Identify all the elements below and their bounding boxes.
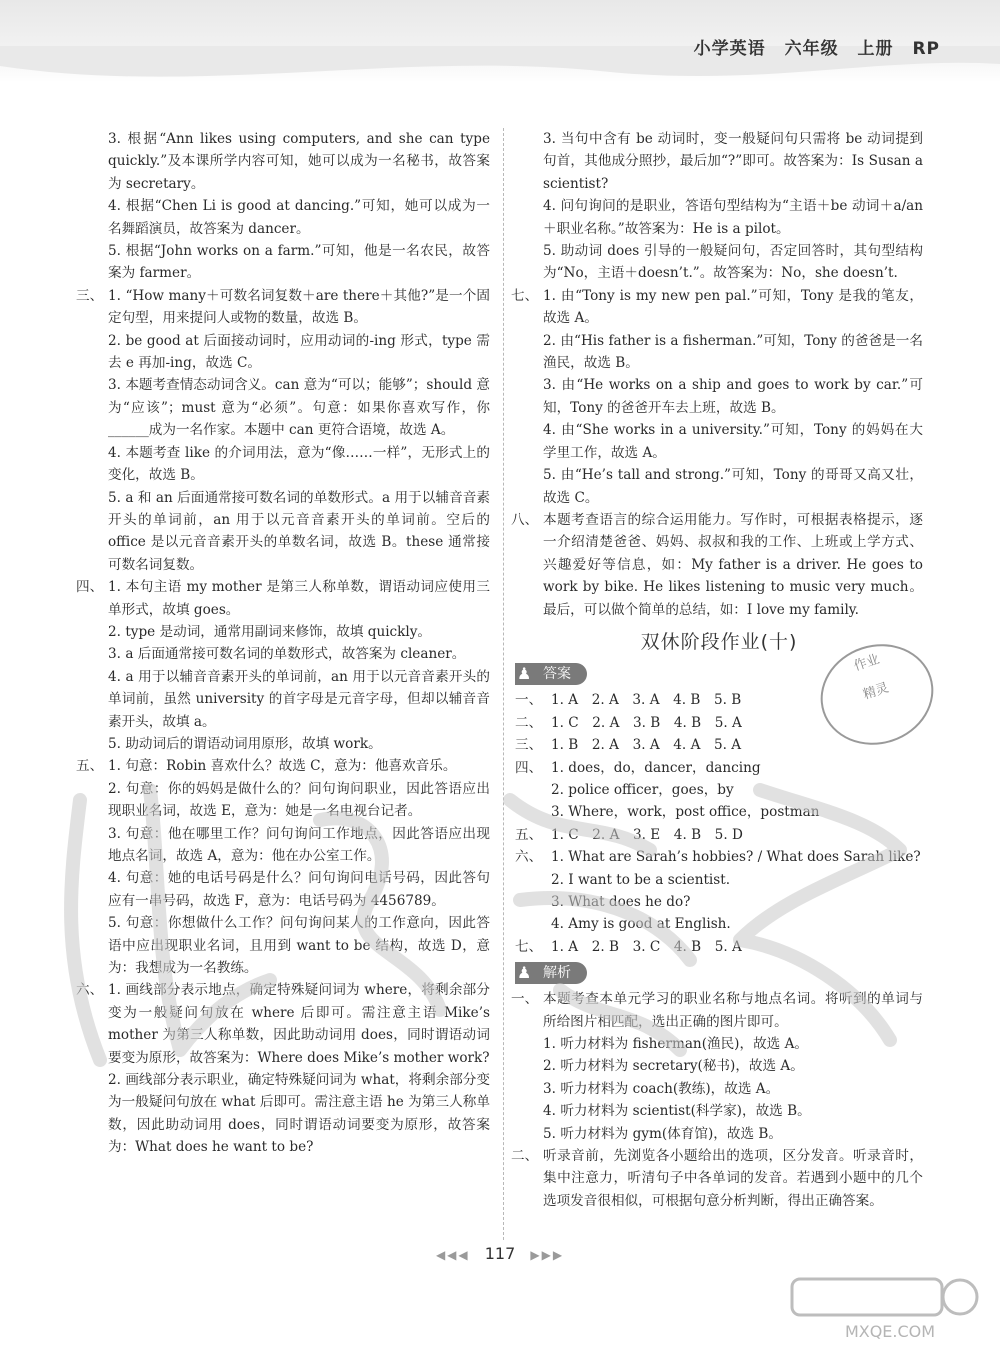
item-text: 助动词 does 引导的一般疑问句，否定回答时，其句型结构为“No，主语＋doesn’t.”。故答案为：No，she doesn’t. [543, 243, 923, 282]
item-text: 由“Tony is my new pen pal.”可知，Tony 是我的笔友，故选 A。 [543, 287, 923, 327]
watermark-logo [790, 1275, 990, 1343]
item-text: a 用于以辅音音素开头的单词前，an 用于以元音音素开头的单词前，虽然 university 的首字母是元音字母，但却以辅音音素开头，故填 a。 [108, 668, 490, 730]
item-number: 2. [543, 1058, 556, 1075]
answer-text: 1. C 2. A 3. B 4. B 5. A [551, 714, 742, 731]
section-mark: 八、 [511, 511, 539, 528]
list-item [80, 733, 490, 755]
item-number: 5. [543, 243, 556, 260]
list-item [80, 195, 490, 240]
list-item [515, 1123, 923, 1145]
answer-row [515, 824, 923, 846]
item-text: 听力材料为 gym(体育馆)，故选 B。 [560, 1125, 782, 1142]
item-text: 句意：他在哪里工作？问句询问工作地点，因此答语应出现地点名词，故选 A，意为：他在办公室工作。 [108, 825, 491, 864]
answer-text: 4. Amy is good at English. [551, 916, 731, 933]
item-text: 本句主语 my mother 是第三人称单数，谓语动词应使用三单形式，故填 goes。 [108, 579, 490, 618]
list-item [515, 1033, 923, 1055]
answer-text: 2. I want to be a scientist. [551, 871, 731, 888]
item-text: 由“He works on a ship and goes to work by car.”可知，Tony 的爸爸开车去上班，故选 B。 [543, 377, 923, 416]
item-number: 1. [108, 579, 121, 596]
entry-body [541, 1055, 923, 1077]
entry-body [106, 912, 490, 979]
item-text: 当句中含有 be 动词时，变一般疑问句只需将 be 动词提到句首，其他成分照抄，最后加“?”即可。故答案为：Is Susan a scientist? [543, 131, 924, 192]
list-item [515, 240, 923, 285]
entry-body [106, 778, 490, 823]
list-item [515, 419, 923, 464]
item-text: “How many＋可数名词复数＋are there＋其他?”是一个固定句型，用来提问人或物的数量，故选 B。 [108, 287, 490, 327]
list-item [515, 128, 923, 195]
item-number: 3. [543, 1080, 556, 1097]
right-column-items [511, 128, 924, 621]
list-item [515, 195, 923, 240]
list-item [80, 823, 490, 868]
list-item [515, 330, 923, 375]
list-item [80, 442, 490, 487]
item-text: 本题考查情态动词含义。can 意为“可以；能够”；should 意为“应该”；must 意为“必须”。句意：如果你喜欢写作，你______成为一名作家。本题中 can 更符合语境，故选 A。 [108, 377, 490, 439]
reading-figure-icon: ♟ [517, 664, 532, 684]
item-text: 听力材料为 coach(教练)，故选 A。 [560, 1080, 780, 1097]
item-text: 句意：你想做什么工作？问句询问某人的工作意向，因此答语中应出现职业名词，且用到 want to be 结构，故选 D，意为：我想成为一名教练。 [108, 915, 491, 977]
entry-body [541, 1078, 923, 1100]
section-mark: 六、 [76, 982, 104, 999]
entry-body [106, 442, 490, 487]
answer-mark: 六、 [515, 849, 543, 866]
list-item [515, 464, 923, 509]
answer-row [515, 779, 923, 801]
list-item [80, 1069, 490, 1159]
answer-row [515, 936, 923, 958]
section-entry [511, 509, 923, 621]
prev-arrows-icon: ◀◀◀ [435, 1248, 470, 1262]
item-text: be good at 后面接动词时，应用动词的-ing 形式，type 需去 e 再加-ing，故选 C。 [108, 332, 490, 372]
entry-body [106, 979, 490, 1069]
item-text: 画线部分表示职业，确定特殊疑问词为 what，将剩余部分变为一般疑问句放在 what 后即可。需注意主语 he 为第三人称单数，因此助动词用 does，同时谓语动词要变为原形，故答案为：What does he want to be? [108, 1072, 490, 1156]
entry-body [541, 285, 923, 330]
answer-text: 2. police officer，goes，by [551, 781, 734, 798]
list-item [80, 643, 490, 665]
entry-body [106, 733, 490, 755]
item-number: 3. [108, 825, 121, 842]
answer-text: 1. A 2. A 3. A 4. B 5. B [551, 692, 742, 709]
item-text: 由“She works in a university.”可知，Tony 的妈妈在大学里工作，故选 A。 [543, 422, 924, 461]
item-number: 2. [108, 623, 121, 640]
answer-mark: 五、 [515, 826, 543, 843]
item-number: 2. [108, 1072, 121, 1089]
answer-row [515, 757, 923, 779]
answer-text: 1. What are Sarah’s hobbies? / What does Sarah like? [551, 849, 921, 866]
page-number: 117 [484, 1244, 516, 1263]
item-number: 5. [108, 489, 121, 506]
answer-text: 1. C 2. A 3. E 4. B 5. D [551, 826, 743, 843]
stamp-text-top: 作业 [852, 651, 882, 675]
item-number: 5. [543, 467, 556, 484]
item-number: 5. [543, 1125, 556, 1142]
section-entry [511, 988, 923, 1033]
list-item [80, 778, 490, 823]
left-column [76, 128, 491, 1159]
entry-body [106, 576, 490, 621]
section-mark: 七、 [511, 287, 539, 304]
entry-body [541, 195, 923, 240]
section-mark: 四、 [76, 579, 104, 596]
section-entry [76, 285, 490, 330]
item-text: 听力材料为 fisherman(渔民)，故选 A。 [560, 1036, 808, 1053]
item-text: 听力材料为 secretary(秘书)，故选 A。 [560, 1058, 804, 1075]
entry-body [106, 666, 490, 733]
entry-body [106, 128, 490, 195]
item-text: 由“His father is a fisherman.”可知，Tony 的爸爸是一名渔民，故选 B。 [543, 332, 923, 372]
answer-text: 3. What does he do? [551, 894, 691, 910]
analysis-tag-label: 解析 [543, 965, 571, 982]
entry-body [541, 419, 923, 464]
entry-body [541, 1145, 923, 1212]
entry-body [541, 988, 923, 1033]
item-number: 4. [108, 870, 121, 887]
item-number: 5. [108, 915, 121, 932]
entry-body [541, 1100, 923, 1122]
entry-body [106, 643, 490, 665]
answer-row [515, 846, 923, 868]
item-text: 句意：Robin 喜欢什么？故选 C，意为：他喜欢音乐。 [125, 758, 457, 775]
entry-body [106, 330, 490, 375]
item-number: 5. [108, 735, 121, 752]
list-item [80, 867, 490, 912]
answer-text: 3. Where，work，post office，postman [551, 804, 820, 821]
answer-row [515, 891, 923, 913]
item-number: 1. [108, 287, 121, 304]
answer-text: 1. does，do，dancer，dancing [551, 759, 761, 776]
next-arrows-icon: ▶▶▶ [530, 1248, 565, 1262]
entry-body [106, 621, 490, 643]
answer-row [515, 801, 923, 823]
list-item [515, 374, 923, 419]
watermark-logo-text: MXQE.COM [844, 1322, 936, 1341]
list-item [80, 621, 490, 643]
section-mark: 五、 [76, 758, 104, 775]
entry-body [541, 1033, 923, 1055]
entry-body [541, 374, 923, 419]
entry-body [106, 195, 490, 240]
item-number: 1. [543, 287, 556, 304]
entry-body [106, 487, 490, 577]
header-grade: 六年级 [784, 39, 839, 59]
item-text: 问句询问的是职业，答语句型结构为“主语＋be 动词＋a/an＋职业名称。”故答案为：He is a pilot。 [543, 198, 924, 237]
item-number: 2. [108, 780, 121, 797]
item-number: 4. [108, 198, 121, 215]
item-number: 1. [108, 982, 121, 999]
item-text: 助动词后的谓语动词用原形，故填 work。 [125, 735, 382, 752]
item-text: a 后面通常接可数名词的单数形式，故答案为 cleaner。 [125, 646, 466, 663]
list-item [515, 1078, 923, 1100]
item-number: 1. [543, 1036, 556, 1053]
list-item [80, 330, 490, 375]
list-item [80, 912, 490, 979]
answer-mark: 二、 [515, 714, 543, 731]
item-number: 3. [543, 131, 556, 147]
header-subject: 小学英语 [693, 39, 766, 59]
answer-text: 1. A 2. B 3. C 4. B 5. A [551, 938, 742, 955]
item-number: 4. [543, 422, 556, 439]
item-text: 本题考查本单元学习的职业名称与地点名词。将听到的单词与所给图片相匹配，选出正确的图片即可。 [543, 991, 923, 1030]
entry-body [106, 374, 490, 441]
reading-figure-icon: ♟ [517, 963, 532, 983]
analysis-list [511, 988, 923, 1212]
stamp-text-bottom: 精灵 [861, 680, 891, 703]
section-mark: 三、 [76, 287, 104, 304]
answer-mark: 一、 [515, 692, 543, 709]
section-entry [511, 285, 923, 330]
item-number: 3. [108, 377, 121, 394]
item-text: a 和 an 后面通常接可数名词的单数形式。a 用于以辅音音素开头的单词前，an 用于以元音音素开头的单词前。空后的 office 是以元音音素开头的单数名词，故选 B。these 通常接可数名词复数。 [108, 489, 490, 573]
answer-mark: 七、 [515, 938, 543, 955]
page-footer [0, 1244, 1000, 1263]
section-entry [76, 755, 490, 777]
entry-body [541, 509, 923, 621]
item-number: 4. [108, 668, 121, 685]
entry-body [106, 823, 490, 868]
answer-mark: 三、 [515, 737, 543, 754]
list-item [80, 240, 490, 285]
item-number: 4. [543, 1103, 556, 1120]
item-text: 画线部分表示地点，确定特殊疑问词为 where，将剩余部分变为一般疑问句放在 where 后即可。需注意主语 Mike’s mother 为第三人称单数，因此助动词用 does，同时谓语动词要变为原形，故答案为：Where does Mike’s mother work? [108, 982, 490, 1066]
item-number: 3. [543, 377, 556, 394]
page-header [694, 34, 940, 59]
item-number: 4. [108, 444, 121, 461]
answer-row [515, 913, 923, 935]
item-text: 根据“Chen Li is good at dancing.”可知，她可以成为一名舞蹈演员，故答案为 dancer。 [108, 198, 490, 237]
item-number: 3. [108, 646, 121, 663]
item-text: 听录音前，先浏览各小题给出的选项，区分发音。听录音时，集中注意力，听清句子中各单词的发音。若遇到小题中的几个选项发音很相似，可根据句意分析判断，得出正确答案。 [543, 1148, 923, 1209]
list-item [515, 1100, 923, 1122]
list-item [515, 1055, 923, 1077]
header-volume: 上册 [857, 39, 894, 59]
section-entry [76, 979, 490, 1069]
item-text: 句意：你的妈妈是做什么的？问句询问职业，因此答语应出现职业名词，故选 E，意为：她是一名电视台记者。 [108, 780, 491, 820]
item-number: 1. [108, 758, 121, 775]
column-divider [503, 128, 504, 1240]
item-text: 本题考查 like 的介词用法，意为“像……一样”，无形式上的变化，故选 B。 [108, 444, 490, 484]
header-edition: RP [912, 39, 940, 59]
section-entry [511, 1145, 923, 1212]
entry-body [106, 285, 490, 330]
answer-tag [515, 663, 587, 685]
section-entry [76, 576, 490, 621]
item-number: 3. [108, 131, 121, 147]
weekend-homework-title: 双休阶段作业(十) [640, 630, 798, 653]
answer-mark: 四、 [515, 759, 543, 776]
entry-body [541, 128, 923, 195]
entry-body [106, 867, 490, 912]
entry-body [106, 240, 490, 285]
entry-body [541, 330, 923, 375]
analysis-tag [515, 962, 587, 984]
answer-tag-label: 答案 [543, 666, 571, 683]
entry-body [106, 755, 490, 777]
list-item [80, 374, 490, 441]
item-number: 2. [543, 332, 556, 349]
list-item [80, 128, 490, 195]
answer-text: 1. B 2. A 3. A 4. A 5. A [551, 737, 742, 754]
item-text: 本题考查语言的综合运用能力。写作时，可根据表格提示，逐一介绍清楚爸爸、妈妈、叔叔和我的工作、上班或上学方式、兴趣爱好等信息，如：My father is a driver. He goes to work by bike. He likes listening to music very much。最后，可以做个简单的总结，如：I love my family. [543, 511, 923, 618]
item-text: 根据“John works on a farm.”可知，他是一名农民，故答案为 farmer。 [108, 243, 490, 282]
entry-body [541, 240, 923, 285]
item-number: 2. [108, 332, 121, 349]
section-mark: 二、 [511, 1148, 539, 1165]
item-text: 句意：她的电话号码是什么？问句询问电话号码，因此答句应有一串号码，故选 F，意为：电话号码为 4456789。 [108, 870, 491, 909]
entry-body [541, 464, 923, 509]
entry-body [106, 1069, 490, 1159]
item-text: 由“He’s tall and strong.”可知，Tony 的哥哥又高又壮，故选 C。 [543, 467, 924, 506]
item-number: 4. [543, 198, 556, 215]
answer-row [515, 869, 923, 891]
item-text: 根据“Ann likes using computers, and she can type quickly.”及本课所学内容可知，她可以成为一名秘书，故答案为 secretary。 [108, 131, 490, 192]
item-text: 听力材料为 scientist(科学家)，故选 B。 [560, 1103, 811, 1120]
list-item [80, 666, 490, 733]
section-mark: 一、 [511, 991, 539, 1008]
item-number: 5. [108, 243, 121, 260]
list-item [80, 487, 490, 577]
entry-body [541, 1123, 923, 1145]
item-text: type 是动词，通常用副词来修饰，故填 quickly。 [125, 623, 432, 640]
